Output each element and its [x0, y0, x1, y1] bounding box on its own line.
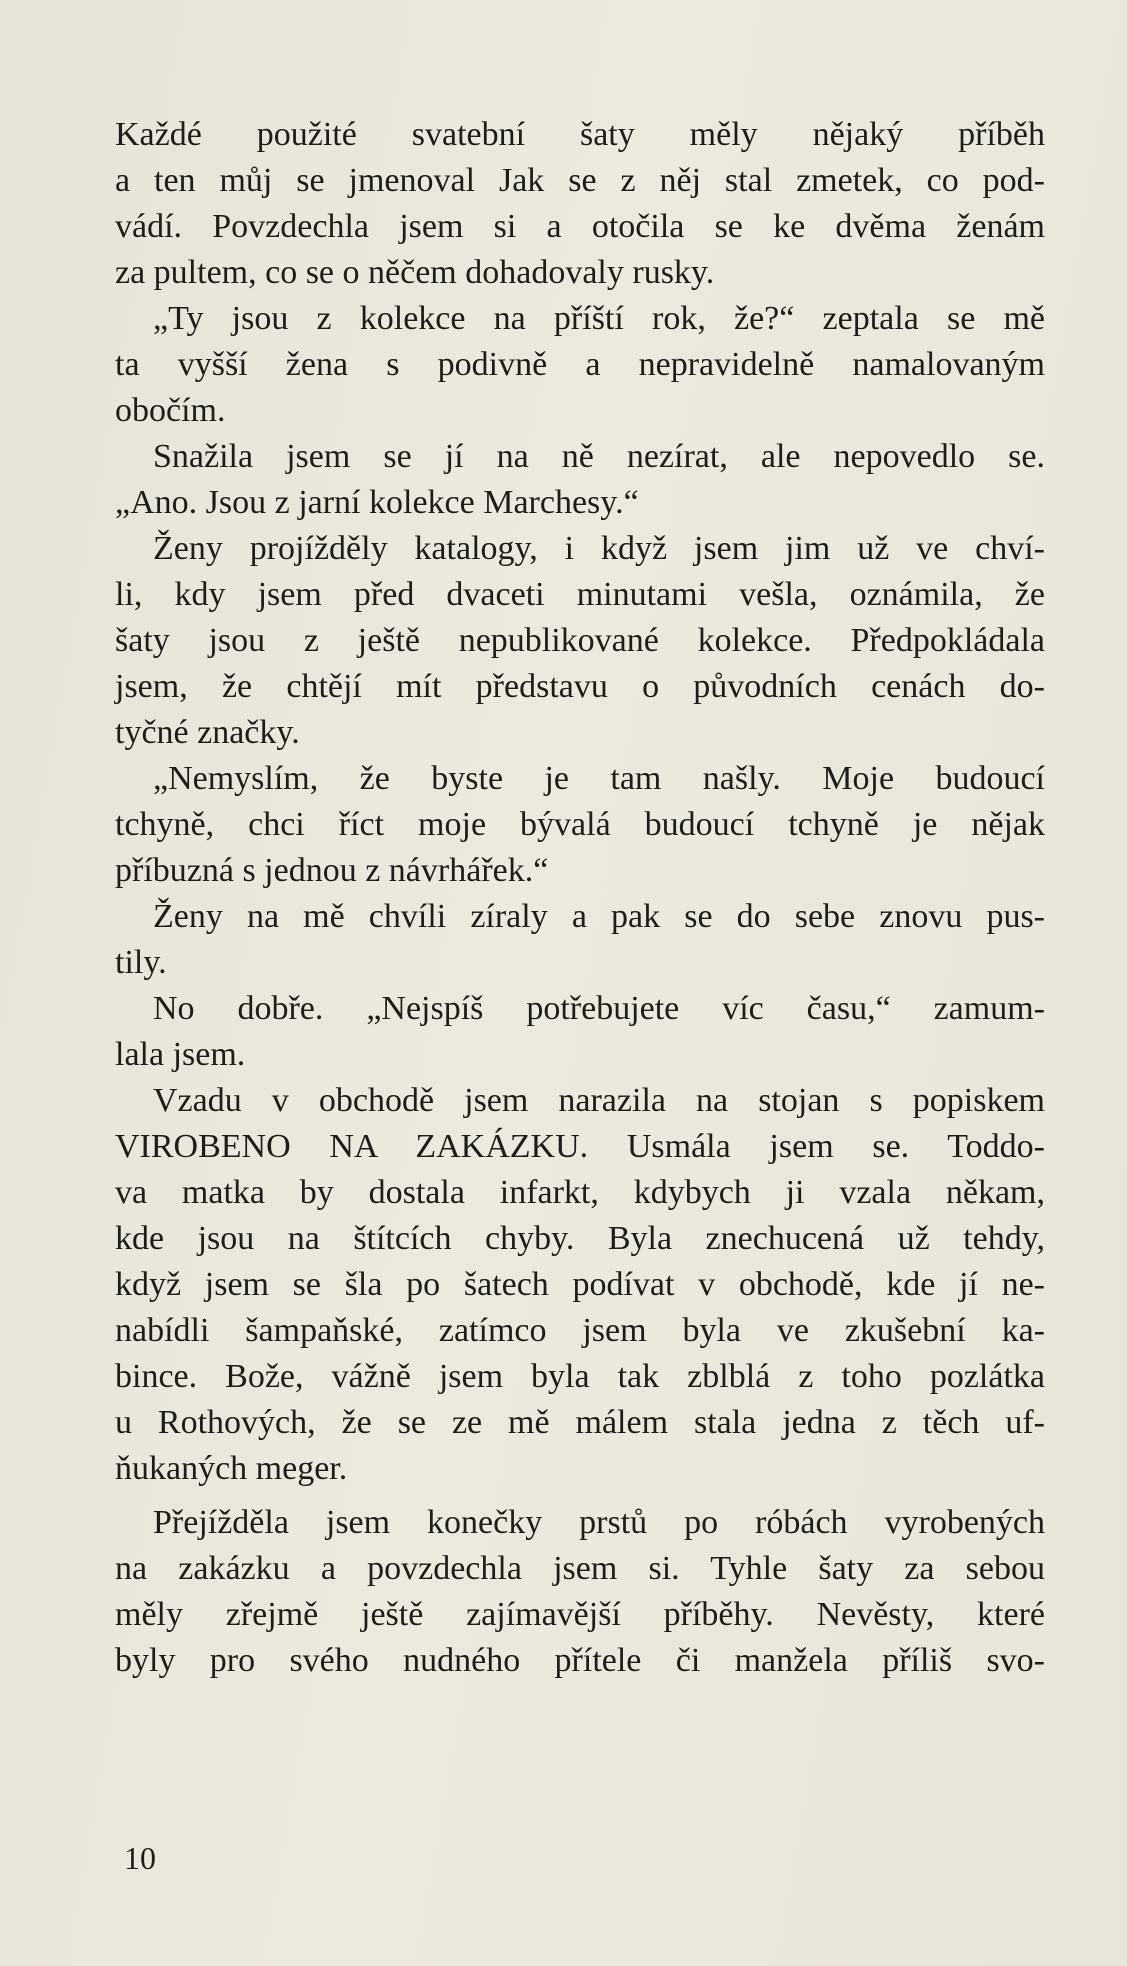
paragraph — [115, 894, 1045, 986]
text-line: bince. Bože, vážně jsem byla tak zblblá z toho pozlátka — [115, 1358, 1045, 1395]
text-line: obočím. — [115, 392, 226, 429]
text-line: li, kdy jsem před dvaceti minutami vešla, oznámila, že — [115, 576, 1045, 613]
text-line: měly zřejmě ještě zajímavější příběhy. Nevěsty, které — [115, 1596, 1045, 1633]
text-line: Snažila jsem se jí na ně nezírat, ale nepovedlo se. — [153, 438, 1045, 475]
page-number: 10 — [124, 1840, 156, 1876]
body-text — [115, 112, 1045, 1684]
text-line: vádí. Povzdechla jsem si a otočila se ke dvěma ženám — [115, 208, 1045, 245]
text-line: kde jsou na štítcích chyby. Byla znechucená už tehdy, — [115, 1220, 1045, 1257]
text-line: Vzadu v obchodě jsem narazila na stojan s popiskem — [153, 1082, 1045, 1119]
text-line: VIROBENO NA ZAKÁZKU. Usmála jsem se. Toddo- — [115, 1128, 1045, 1165]
text-line: na zakázku a povzdechla jsem si. Tyhle šaty za sebou — [115, 1550, 1045, 1587]
text-line: Ženy projížděly katalogy, i když jsem jim už ve chví- — [153, 530, 1045, 567]
text-line: Přejížděla jsem konečky prstů po róbách vyrobených — [153, 1504, 1045, 1541]
paragraph — [115, 296, 1045, 434]
text-line: Ženy na mě chvíli zíraly a pak se do sebe znovu pus- — [153, 898, 1045, 935]
text-line: va matka by dostala infarkt, kdybych ji vzala někam, — [115, 1174, 1045, 1211]
text-line: „Nemyslím, že byste je tam našly. Moje budoucí — [153, 760, 1045, 797]
text-line: ňukaných meger. — [115, 1450, 348, 1487]
text-line: příbuzná s jednou z návrhářek.“ — [115, 852, 549, 889]
paragraph — [115, 526, 1045, 756]
text-line: u Rothových, že se ze mě málem stala jedna z těch uf- — [115, 1404, 1045, 1441]
text-line: nabídli šampaňské, zatímco jsem byla ve zkušební ka- — [115, 1312, 1045, 1349]
text-line: jsem, že chtějí mít představu o původních cenách do- — [115, 668, 1045, 705]
paragraph — [115, 1078, 1045, 1492]
paragraph — [115, 1500, 1045, 1684]
paragraph — [115, 986, 1045, 1078]
text-line: a ten můj se jmenoval Jak se z něj stal zmetek, co pod- — [115, 162, 1045, 199]
text-line: tchyně, chci říct moje bývalá budoucí tchyně je nějak — [115, 806, 1045, 843]
text-line: když jsem se šla po šatech podívat v obchodě, kde jí ne- — [115, 1266, 1045, 1303]
text-line: byly pro svého nudného přítele či manžela příliš svo- — [115, 1642, 1045, 1679]
text-line: ta vyšší žena s podivně a nepravidelně namalovaným — [115, 346, 1045, 383]
text-line: „Ano. Jsou z jarní kolekce Marchesy.“ — [115, 484, 639, 521]
text-line: lala jsem. — [115, 1036, 246, 1073]
paragraph — [115, 112, 1045, 296]
text-line: tyčné značky. — [115, 714, 300, 751]
paragraph — [115, 756, 1045, 894]
text-line: „Ty jsou z kolekce na příští rok, že?“ zeptala se mě — [153, 300, 1045, 337]
text-line: No dobře. „Nejspíš potřebujete víc času,“ zamum- — [153, 990, 1045, 1027]
text-line: Každé použité svatební šaty měly nějaký příběh — [115, 116, 1045, 153]
paragraph — [115, 434, 1045, 526]
text-line: tily. — [115, 944, 167, 981]
text-line: šaty jsou z ještě nepublikované kolekce. Předpokládala — [115, 622, 1045, 659]
text-line: za pultem, co se o něčem dohadovaly rusky. — [115, 254, 715, 291]
